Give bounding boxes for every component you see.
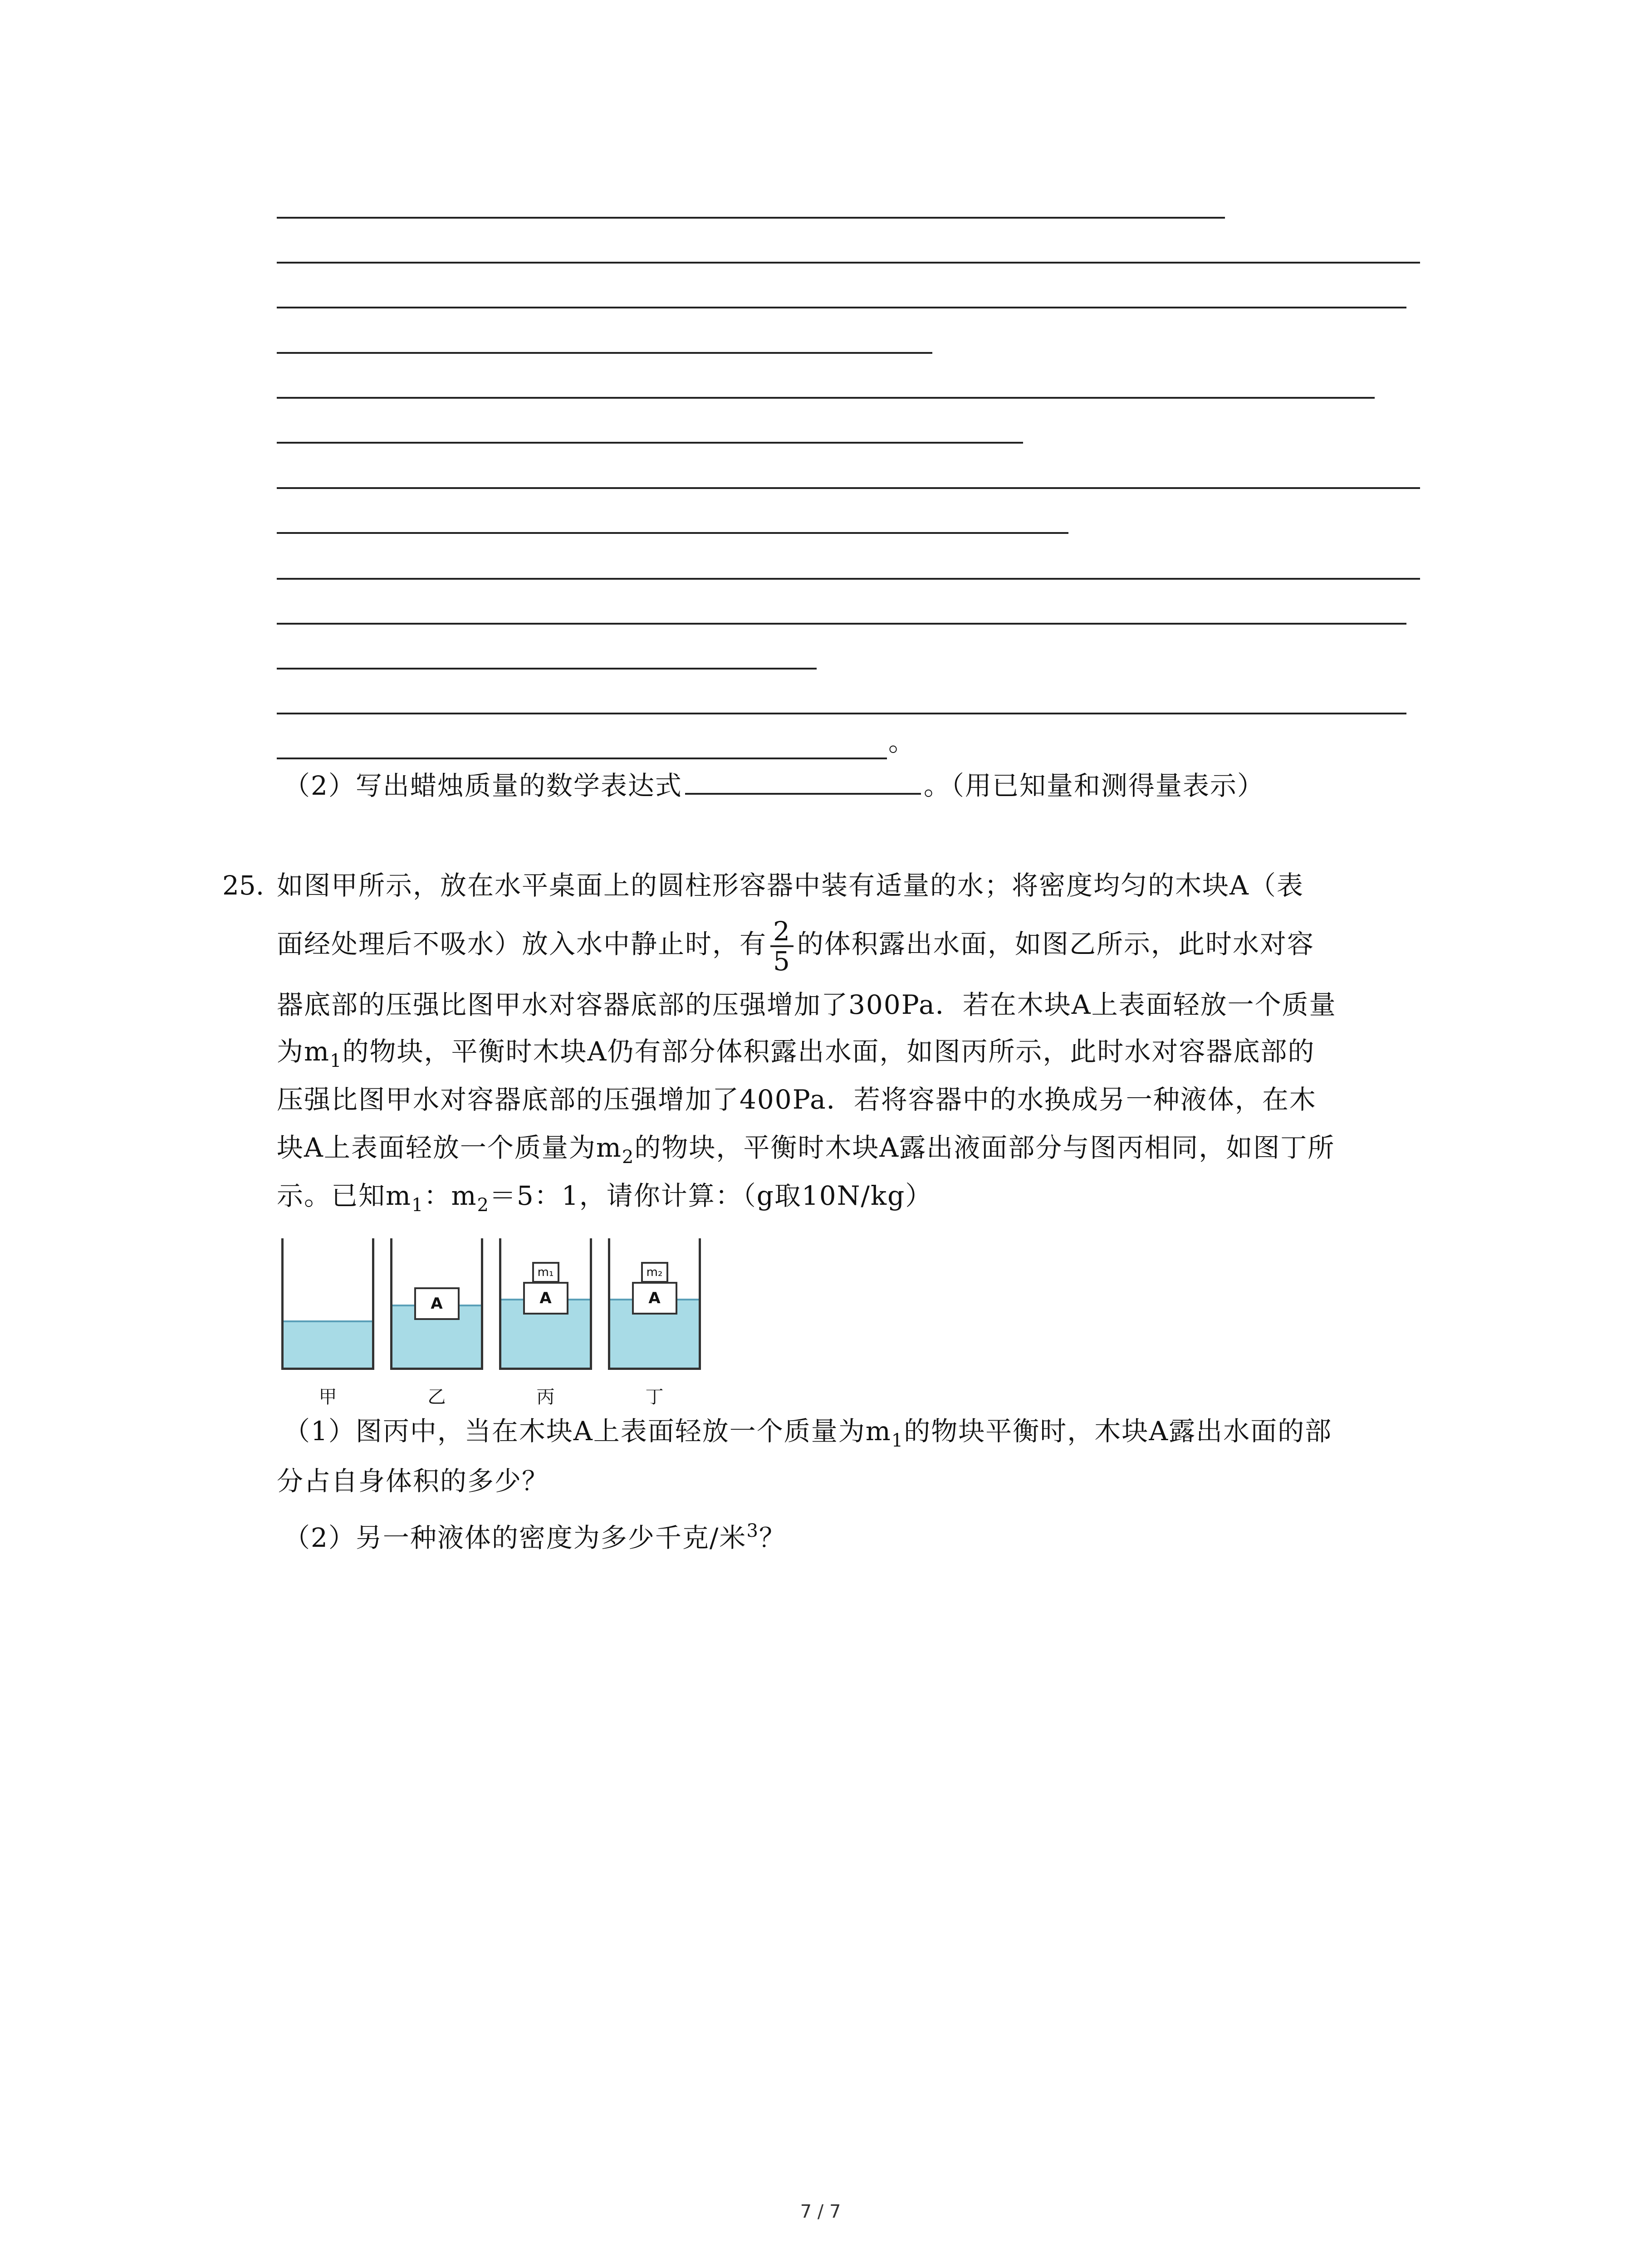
answer-line bbox=[277, 442, 1023, 444]
prev-part2-prefix: （2）写出蜡烛质量的数学表达式 bbox=[284, 770, 682, 801]
answer-line bbox=[277, 713, 1406, 714]
container-jia bbox=[281, 1238, 374, 1370]
mass-m2: m₂ bbox=[641, 1262, 668, 1283]
sub-question-1: （1）图丙中，当在木块A上表面轻放一个质量为$m_1$的物块平衡时，木块A露出水面的部 bbox=[284, 1416, 1332, 1451]
figure-label-ding: 丁 bbox=[645, 1387, 664, 1408]
sub-question-2: （2）另一种液体的密度为多少千克/米$^3$？ bbox=[284, 1520, 786, 1553]
prev-part2 bbox=[284, 767, 1264, 804]
answer-line bbox=[277, 623, 1406, 625]
question-line: 为$m_1$的物块，平衡时木块A仍有部分体积露出水面，如图丙所示，此时水对容器底部的 bbox=[277, 1036, 1315, 1071]
answer-line bbox=[277, 352, 932, 354]
prev-part2-suffix: 。（用已知量和测得量表示） bbox=[923, 770, 1264, 801]
beaker-figure bbox=[277, 1238, 712, 1415]
answer-line bbox=[277, 397, 1375, 399]
question-line: 压强比图甲水对容器底部的压强增加了400Pa．若将容器中的水换成另一种液体，在木 bbox=[277, 1084, 1317, 1115]
fill-blank[interactable] bbox=[685, 770, 921, 795]
wood-block-a: A bbox=[414, 1287, 460, 1320]
figure-label-bing: 丙 bbox=[536, 1387, 555, 1408]
figure-label-yi: 乙 bbox=[427, 1387, 446, 1408]
container-bing bbox=[499, 1238, 592, 1370]
answer-line bbox=[277, 307, 1406, 308]
figure-label-jia: 甲 bbox=[318, 1387, 337, 1408]
question-line: 器底部的压强比图甲水对容器底部的压强增加了300Pa．若在木块A上表面轻放一个质量 bbox=[277, 989, 1337, 1020]
container-yi bbox=[390, 1238, 483, 1370]
answer-line bbox=[277, 217, 1225, 219]
wood-block-a: A bbox=[523, 1282, 568, 1315]
answer-line bbox=[277, 758, 887, 759]
question-line: 如图甲所示，放在水平桌面上的圆柱形容器中装有适量的水；将密度均匀的木块A（表 bbox=[277, 870, 1304, 901]
question-line: 面经处理后不吸水）放入水中静止时，有 $\frac{2}{5}$ 的体积露出水面，如图乙所示，此时水对容 bbox=[277, 916, 1314, 977]
answer-line bbox=[277, 668, 817, 670]
wood-block-a: A bbox=[632, 1282, 677, 1315]
answer-line bbox=[277, 262, 1420, 264]
answer-line bbox=[277, 532, 1068, 534]
page-number: 7 / 7 bbox=[800, 2201, 841, 2222]
water bbox=[284, 1320, 372, 1368]
container-ding bbox=[608, 1238, 701, 1370]
question-line: 示。已知$m_1$：$m_2=5$：1，请你计算：（g取10N/kg） bbox=[277, 1180, 933, 1216]
sub-question-1-cont: 分占自身体积的多少？ bbox=[277, 1466, 549, 1496]
answer-end-mark: 。 bbox=[888, 726, 915, 757]
mass-m1: m₁ bbox=[532, 1262, 559, 1283]
question-number: 25. bbox=[222, 870, 265, 901]
answer-line bbox=[277, 487, 1420, 489]
answer-line bbox=[277, 578, 1420, 580]
fraction: $\frac{2}{5}$ bbox=[770, 917, 794, 975]
question-line: 块A上表面轻放一个质量为$m_2$的物块，平衡时木块A露出液面部分与图丙相同，如图丁所 bbox=[277, 1132, 1335, 1168]
